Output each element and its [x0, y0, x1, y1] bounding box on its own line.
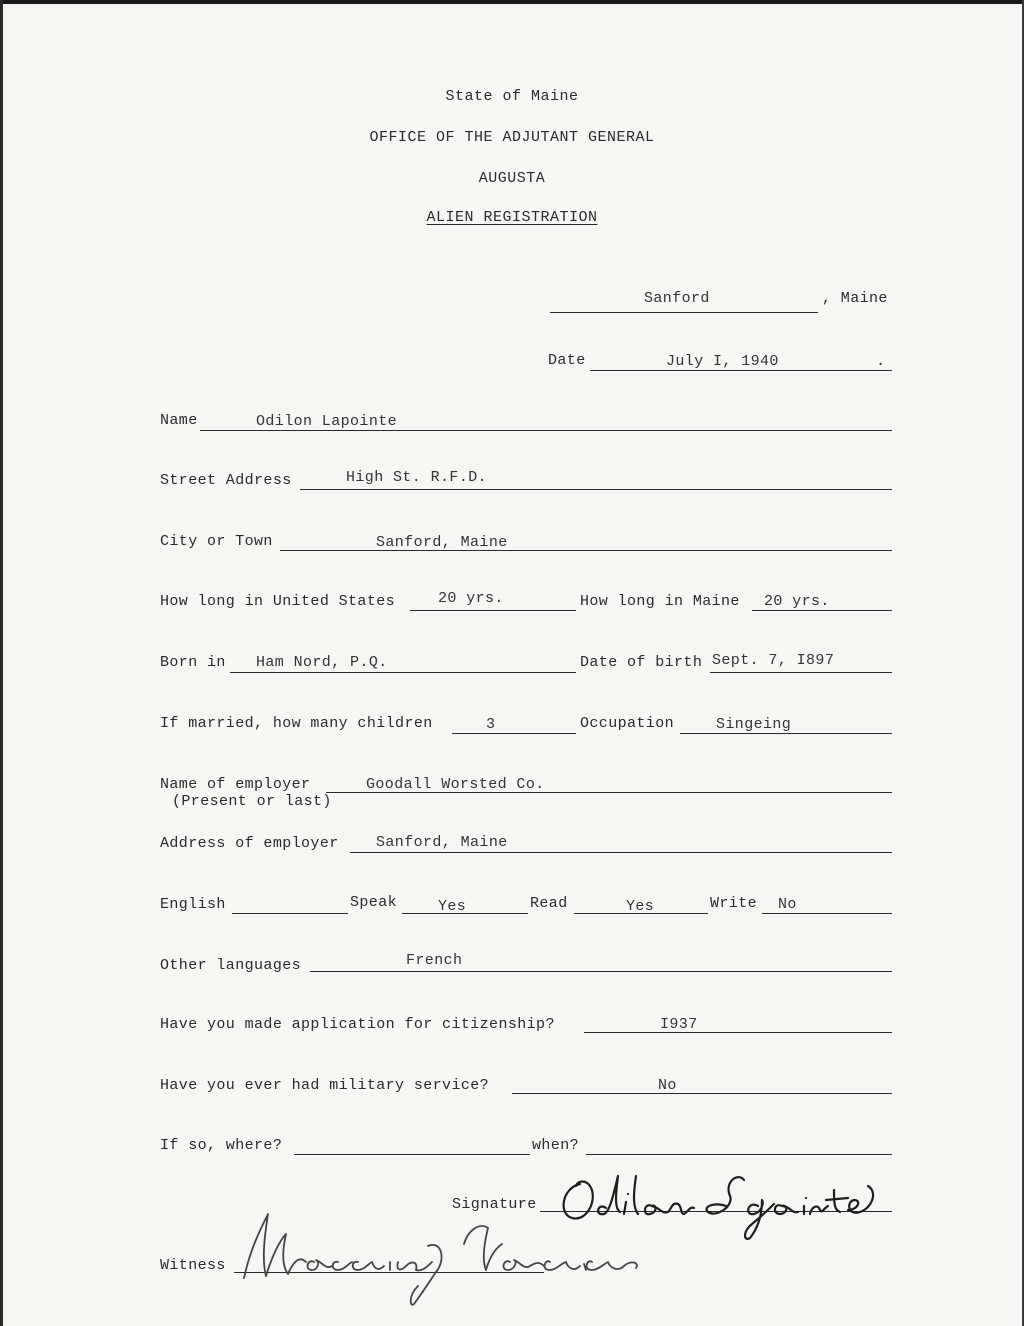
citizenship-value: I937: [660, 1016, 698, 1033]
citizenship-label: Have you made application for citizenship?: [160, 1016, 555, 1033]
date-label: Date: [548, 352, 586, 369]
read-value: Yes: [626, 898, 655, 915]
english-line: [232, 913, 348, 914]
name-label: Name: [160, 412, 198, 429]
occupation-line: [680, 733, 892, 734]
children-value: 3: [486, 716, 496, 733]
write-label: Write: [710, 895, 758, 912]
military-label: Have you ever had military service?: [160, 1077, 490, 1094]
other-languages-value: French: [406, 952, 463, 969]
scan-edge-left: [0, 0, 3, 1326]
header-office: OFFICE OF THE ADJUTANT GENERAL: [369, 129, 655, 146]
employer-sublabel: (Present or last): [172, 793, 332, 810]
english-label: English: [160, 896, 226, 913]
place-value: Sanford: [644, 290, 710, 307]
maine-time-label: How long in Maine: [580, 593, 740, 610]
date-end: .: [876, 353, 886, 370]
date-line: [590, 370, 892, 371]
other-languages-line: [310, 971, 892, 972]
write-line: [762, 913, 892, 914]
when-label: when?: [532, 1137, 580, 1154]
header-state: State of Maine: [445, 88, 579, 105]
other-languages-label: Other languages: [160, 957, 302, 974]
us-time-line: [410, 610, 576, 611]
occupation-label: Occupation: [580, 715, 675, 732]
us-time-value: 20 yrs.: [438, 590, 504, 607]
speak-value: Yes: [438, 898, 467, 915]
citizenship-line: [584, 1032, 892, 1033]
city-value: Sanford, Maine: [376, 534, 508, 551]
military-value: No: [658, 1077, 677, 1094]
witness-handwriting: [232, 1200, 662, 1310]
street-value: High St. R.F.D.: [346, 469, 488, 486]
place-line: [550, 312, 818, 313]
write-value: No: [778, 896, 797, 913]
employer-address-label: Address of employer: [160, 835, 339, 852]
city-line: [280, 550, 892, 551]
place-suffix: , Maine: [822, 290, 888, 307]
maine-time-value: 20 yrs.: [764, 593, 830, 610]
children-label: If married, how many children: [160, 715, 433, 732]
read-label: Read: [530, 895, 568, 912]
where-line: [294, 1154, 530, 1155]
form-title: ALIEN REGISTRATION: [426, 209, 598, 226]
city-label: City or Town: [160, 533, 273, 550]
born-line: [230, 672, 576, 673]
employer-address-value: Sanford, Maine: [376, 834, 508, 851]
employer-label: Name of employer: [160, 776, 311, 793]
witness-label: Witness: [160, 1257, 226, 1274]
military-line: [512, 1093, 892, 1094]
employer-address-line: [350, 852, 892, 853]
street-line: [300, 489, 892, 490]
dob-value: Sept. 7, I897: [712, 652, 835, 669]
header-city: AUGUSTA: [478, 170, 546, 187]
name-line: [200, 430, 892, 431]
signature-label: Signature: [452, 1196, 537, 1213]
date-value: July I, 1940: [666, 353, 779, 370]
speak-label: Speak: [350, 894, 398, 911]
born-value: Ham Nord, P.Q.: [256, 654, 388, 671]
scan-edge-top: [0, 0, 1024, 4]
when-line: [586, 1154, 892, 1155]
occupation-value: Singeing: [716, 716, 792, 733]
born-label: Born in: [160, 654, 226, 671]
name-value: Odilon Lapointe: [256, 413, 398, 430]
maine-time-line: [752, 610, 892, 611]
dob-label: Date of birth: [580, 654, 703, 671]
employer-value: Goodall Worsted Co.: [366, 776, 545, 793]
street-label: Street Address: [160, 472, 292, 489]
where-label: If so, where?: [160, 1137, 283, 1154]
children-line: [452, 733, 576, 734]
us-time-label: How long in United States: [160, 593, 396, 610]
dob-line: [710, 672, 892, 673]
